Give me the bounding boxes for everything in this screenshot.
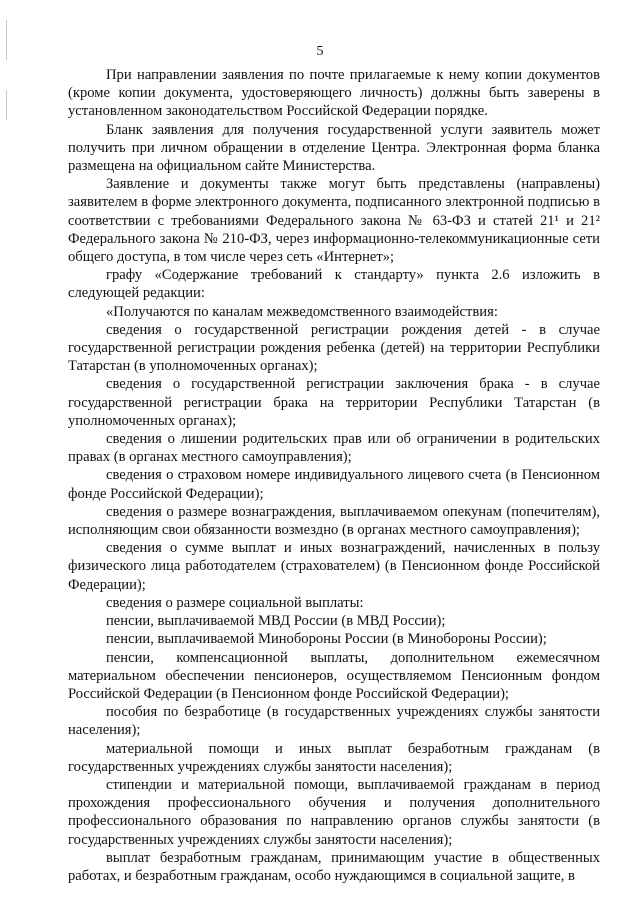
paragraph: При направлении заявления по почте прилагаемые к нему копии документов (кроме копии документа, удостоверяющего личность) должны быть заверены в установленном законодательством Российской Федерации порядке. xyxy=(68,67,600,120)
paragraph: выплат безработным гражданам, принимающим участие в общественных работах, и безработным гражданам, особо нуждающимся в социальной защите, в xyxy=(68,849,600,884)
paragraph: материальной помощи и иных выплат безработным гражданам (в государственных учреждениях службы занятости населения); xyxy=(68,740,600,775)
paragraph: сведения о лишении родительских прав или об ограничении в родительских правах (в органах местного самоуправления); xyxy=(68,431,600,466)
paragraph: сведения о сумме выплат и иных вознаграждений, начисленных в пользу физического лица работодателем (страхователем) (в Пенсионном фонде Российской Федерации); xyxy=(68,540,600,593)
paragraph: пенсии, компенсационной выплаты, дополнительном ежемесячном материальном обеспечении пенсионеров, осуществляемом Пенсионным фондом Российской Федерации (в Пенсионном фонде Российской Федерации); xyxy=(68,649,600,702)
paragraph: пенсии, выплачиваемой МВД России (в МВД России); xyxy=(106,613,446,630)
paragraph: сведения о государственной регистрации рождения детей - в случае государственной регистрации рождения ребенка (детей) на территории Республики Татарстан (в уполномоченных органах); xyxy=(68,321,600,375)
paragraph: пенсии, выплачиваемой Минобороны России (в Минобороны России); xyxy=(106,631,547,648)
page-number: 5 xyxy=(316,44,324,59)
paragraph: Бланк заявления для получения государственной услуги заявитель может получить при личном обращении в отделение Центра. Электронная форма бланка размещена на официальном сайте Министерства. xyxy=(68,121,600,175)
paragraph: сведения о государственной регистрации заключения брака - в случае государственной регистрации брака на территории Республики Татарстан (в уполномоченных органах); xyxy=(68,376,600,429)
document-body xyxy=(68,66,600,885)
paragraph: стипендии и материальной помощи, выплачиваемой гражданам в период прохождения профессионального обучения и получения дополнительного профессионального образования по направлению органов службы занятости (в государственных учреждениях службы занятости населения); xyxy=(68,776,600,848)
paragraph: сведения о размере вознаграждения, выплачиваемом опекунам (попечителям), исполняющим свои обязанности возмездно (в органах местного самоуправления); xyxy=(68,503,600,539)
paragraph: сведения о страховом номере индивидуального лицевого счета (в Пенсионном фонде Российской Федерации); xyxy=(68,467,600,502)
paragraph: пособия по безработице (в государственных учреждениях службы занятости населения); xyxy=(68,704,600,739)
paragraph: «Получаются по каналам межведомственного взаимодействия: xyxy=(106,303,498,320)
paragraph: графу «Содержание требований к стандарту» пункта 2.6 изложить в следующей редакции: xyxy=(68,267,600,302)
paragraph: Заявление и документы также могут быть представлены (направлены) заявителем в форме электронного документа, подписанного электронной подписью в соответствии с требованиями Федерального закона № 63-ФЗ и статей 21¹ и 21² Федерального закона № 210-ФЗ, через информационно-телекоммуникационные сети общего доступа, в том числе через сеть «Интернет»; xyxy=(68,176,600,266)
paragraph: сведения о размере социальной выплаты: xyxy=(106,594,364,611)
scan-margin-mark xyxy=(6,90,7,120)
